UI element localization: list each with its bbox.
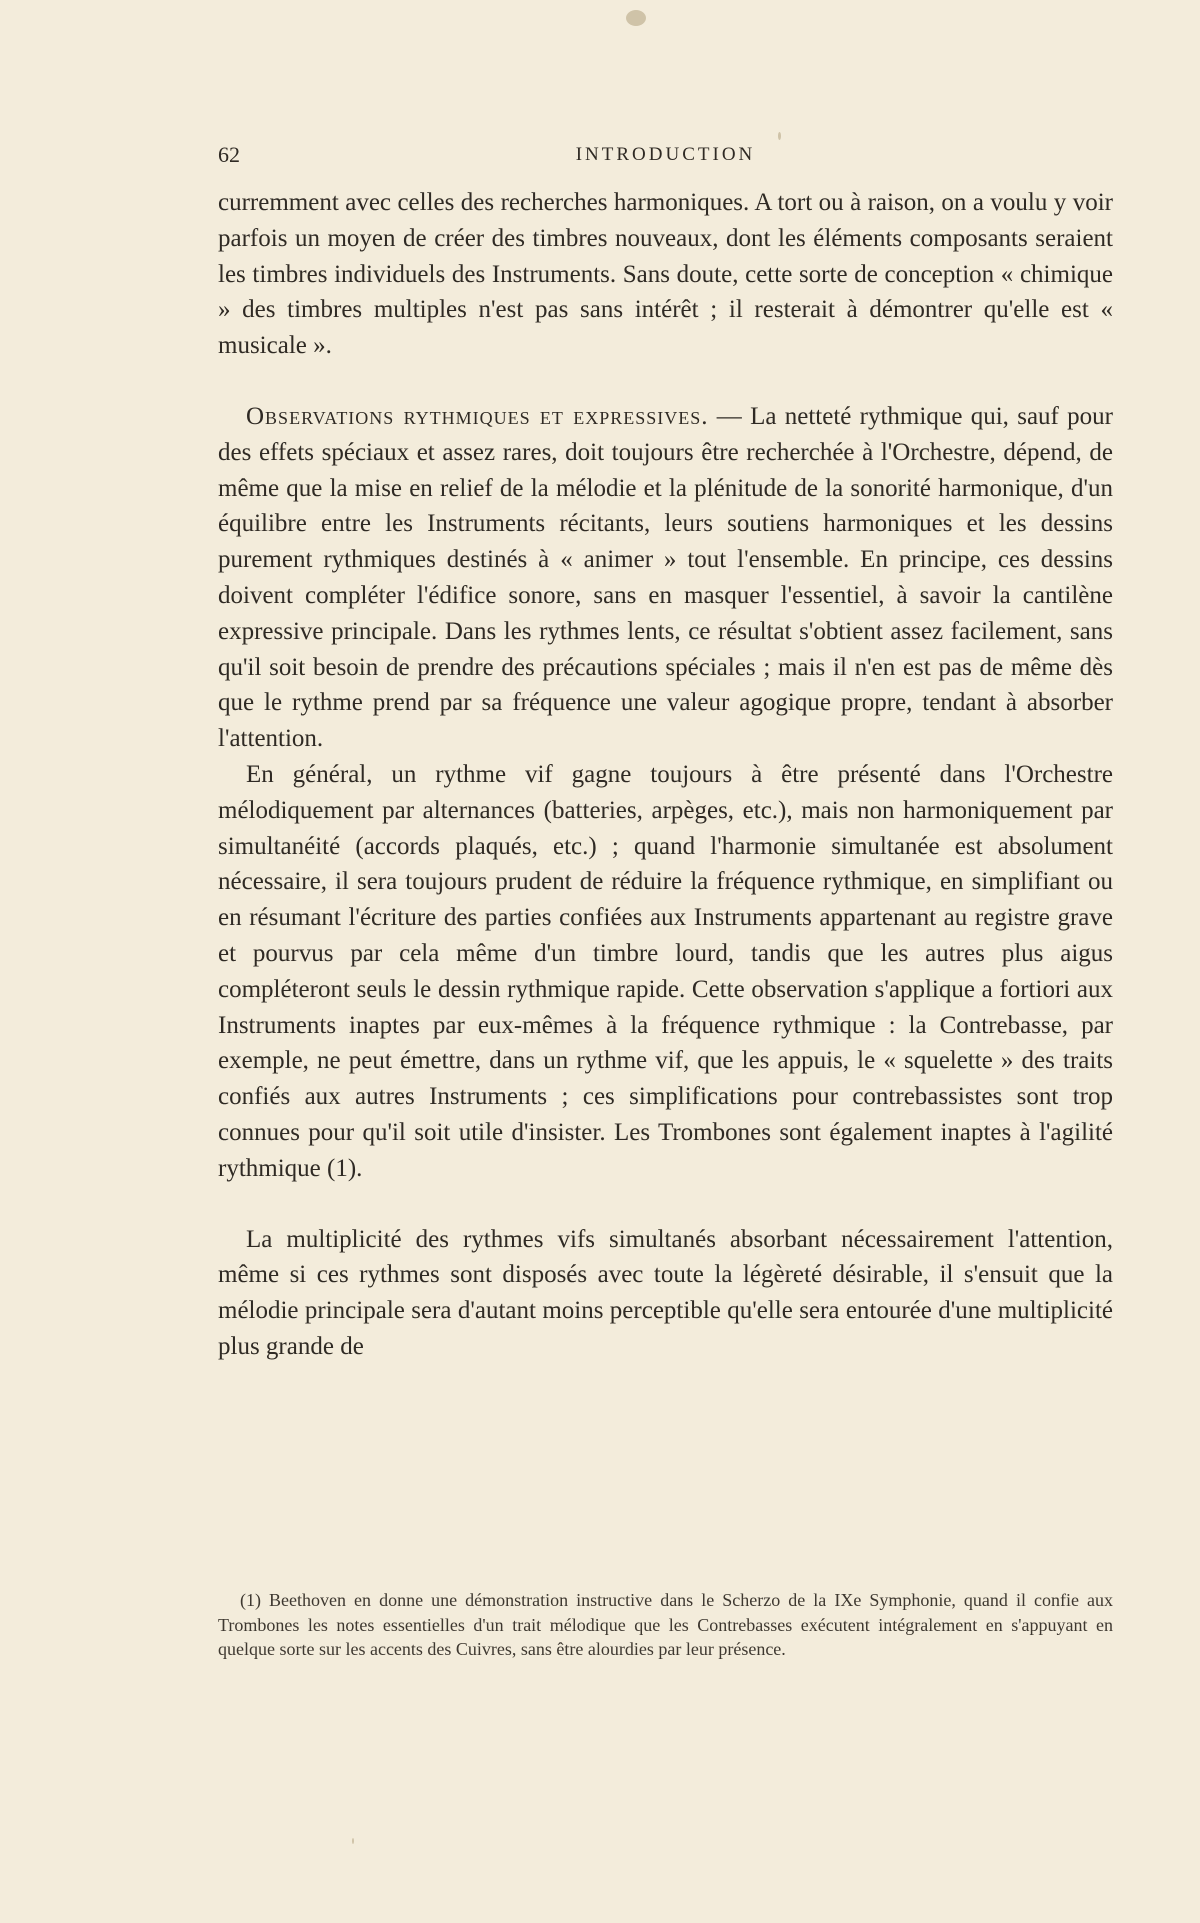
page-number: 62 <box>218 142 240 167</box>
paragraph-text: — La netteté rythmique qui, sauf pour des effets spéciaux et assez rares, doit toujours être recherchée à l'Orchestre, dépend, de même que la mise en relief de la mélodie et la plénitude de la sonorité harmonique, d'un équilibre entre les Instruments récitants, leurs soutiens harmoniques et les dessins purement rythmiques destinés à « animer » tout l'ensemble. En principe, ces dessins doivent compléter l'édifice sonore, sans en masquer l'essentiel, à savoir la cantilène expressive principale. Dans les rythmes lents, ce résultat s'obtient assez facilement, sans qu'il soit besoin de prendre des précautions spéciales ; mais il n'en est pas de même dès que le rythme prend par sa fréquence une valeur agogique propre, tendant à absorber l'attention. <box>218 402 1113 753</box>
footnote: (1) Beethoven en donne une démonstration instructive dans le Scherzo de la IXe Symphonie, quand il confie aux Trombones les notes essentielles d'un trait mélodique que les Contrebasses exécutent intégralement en s'appuyant en quelque sorte sur les accents des Cuivres, sans être alourdies par leur présence. <box>218 1590 1113 1659</box>
paper-speck <box>626 10 646 26</box>
paragraph: En général, un rythme vif gagne toujours à être présenté dans l'Orchestre mélodiquement par alternances (batteries, arpèges, etc.), mais non harmoniquement par simultanéité (accords plaqués, etc.) ; quand l'harmonie simultanée est absolument nécessaire, il sera toujours prudent de réduire la fréquence rythmique, en simplifiant ou en résumant l'écriture des parties confiées aux Instruments appartenant au registre grave et pourvus par cela même d'un timbre lourd, tandis que les autres plus aigus compléteront seuls le dessin rythmique rapide. Cette observation s'applique a fortiori aux Instruments inaptes par eux-mêmes à la fréquence rythmique : la Contrebasse, par exemple, ne peut émettre, dans un rythme vif, que les appuis, le « squelette » des traits confiés aux autres Instruments ; ces simplifications pour contrebassistes sont trop connues pour qu'il soit utile d'insister. Les Trombones sont également inaptes à l'agilité rythmique (1). <box>218 760 1113 1182</box>
paper-speck <box>352 1838 354 1844</box>
main-text <box>218 185 1113 1365</box>
paper-speck <box>778 132 781 140</box>
section-heading: Observations rythmiques et expressives. <box>246 402 709 430</box>
running-header <box>218 142 1113 172</box>
running-title: INTRODUCTION <box>575 144 756 165</box>
paragraph: La multiplicité des rythmes vifs simultanés absorbant nécessairement l'attention, même si ces rythmes sont disposés avec toute la légèreté désirable, il s'ensuit que la mélodie principale sera d'autant moins perceptible qu'elle sera entourée d'une multiplicité plus grande de <box>218 1225 1113 1360</box>
paragraph: curremment avec celles des recherches harmoniques. A tort ou à raison, on a voulu y voir parfois un moyen de créer des timbres nouveaux, dont les éléments composants seraient les timbres individuels des Instruments. Sans doute, cette sorte de conception « chimique » des timbres multiples n'est pas sans intérêt ; il resterait à démontrer qu'elle est « musicale ». <box>218 189 1113 360</box>
paragraph <box>218 399 1113 757</box>
